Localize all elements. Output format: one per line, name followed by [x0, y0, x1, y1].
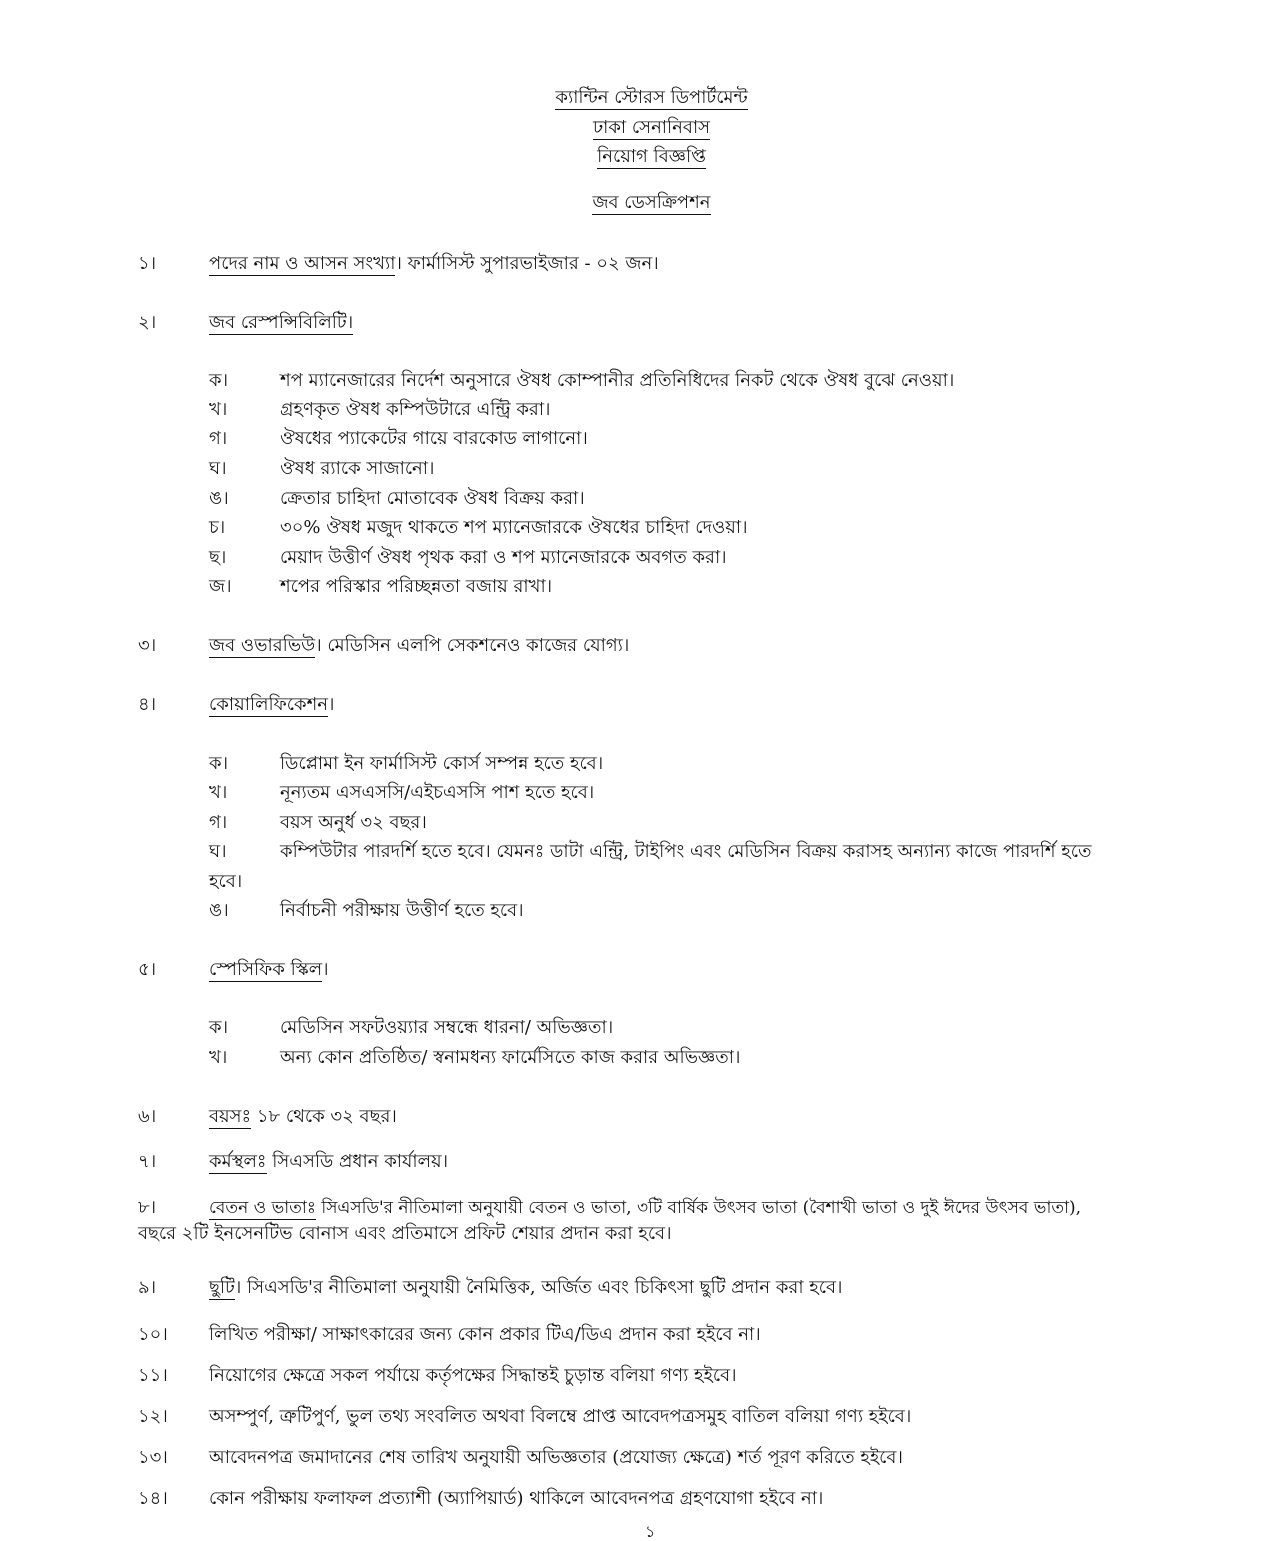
- list-item-label: খ।: [209, 782, 228, 803]
- section-heading: জব ওভারভিউ: [209, 635, 316, 656]
- list-item: নির্বাচনী পরীক্ষায় উত্তীর্ণ হতে হবে।: [280, 900, 524, 921]
- section-text: ঃ সিএসডি'র নীতিমালা অনুযায়ী বেতন ও ভাতা, ৩টি বার্ষিক উৎসব ভাতা (বৈশাখী ভাতা ও দুই ঈদের উৎসব ভাতা),: [315, 1198, 1082, 1218]
- section-heading: বয়স: [209, 1106, 252, 1127]
- section-heading: জব রেস্পন্সিবিলিটি।: [209, 312, 354, 333]
- section-number: ১০।: [138, 1324, 168, 1345]
- section-text: আবেদনপত্র জমাদানের শেষ তারিখ অনুযায়ী অভিজ্ঞতার (প্রযোজ্য ক্ষেত্রে) শর্ত পূরণ করিতে হইবে।: [209, 1447, 903, 1468]
- list-item: মেডিসিন সফটওয়্যার সম্বন্ধে ধারনা/ অভিজ্ঞতা।: [280, 1017, 614, 1038]
- list-item: ডিপ্লোমা ইন ফার্মাসিস্ট কোর্স সম্পন্ন হতে হবে।: [280, 753, 604, 774]
- section-6-line: [209, 1105, 397, 1129]
- section-9-line: [209, 1276, 842, 1300]
- list-item-label: ঙ।: [209, 900, 229, 921]
- section-heading: বেতন ও ভাতা: [209, 1198, 316, 1218]
- section-heading: স্পেসিফিক স্কিল: [209, 959, 323, 980]
- list-item: অন্য কোন প্রতিষ্ঠিত/ স্বনামধন্য ফার্মেসিতে কাজ করার অভিজ্ঞতা।: [280, 1047, 741, 1068]
- section-1-line: [209, 252, 659, 276]
- section-number: ২।: [138, 312, 157, 333]
- list-item: বয়স অনুর্ধ ৩২ বছর।: [280, 812, 427, 833]
- list-item: ৩০% ঔষধ মজুদ থাকতে শপ ম্যানেজারকে ঔষধের চাহিদা দেওয়া।: [280, 517, 748, 538]
- heading-suffix: ।: [328, 694, 335, 715]
- section-heading: কোয়ালিফিকেশন: [209, 694, 329, 715]
- org-name: ক্যান্টিন স্টোরস ডিপার্টমেন্ট: [555, 87, 748, 108]
- page-number: ১: [645, 1522, 656, 1541]
- list-item: গ্রহণকৃত ঔষধ কম্পিউটারে এন্ট্রি করা।: [280, 399, 551, 420]
- location: ঢাকা সেনানিবাস: [592, 117, 711, 138]
- section-text: নিয়োগের ক্ষেত্রে সকল পর্যায়ে কর্তৃপক্ষের সিদ্ধান্তই চুড়ান্ত বলিয়া গণ্য হইবে।: [209, 1365, 737, 1386]
- section-number: ৫।: [138, 959, 157, 980]
- list-item-continuation: হবে।: [209, 871, 243, 892]
- section-text: ঃ সিএসডি প্রধান কার্যালয়।: [266, 1151, 449, 1172]
- list-item-label: ঙ।: [209, 488, 229, 509]
- section-number: ৬।: [138, 1106, 157, 1127]
- list-item: কম্পিউটার পারদর্শি হতে হবে। যেমনঃ ডাটা এন্ট্রি, টাইপিং এবং মেডিসিন বিক্রয় করাসহ অন্যান্য কাজে পারদর্শি হতে: [280, 841, 1092, 862]
- section-number: ৭।: [138, 1151, 157, 1172]
- section-text: । মেডিসিন এলপি সেকশনেও কাজের যোগ্য।: [315, 635, 630, 656]
- section-3-line: [209, 634, 629, 658]
- section-8-line: [209, 1196, 1081, 1220]
- section-number: ১৩।: [138, 1447, 168, 1468]
- list-item-label: জ।: [209, 576, 232, 597]
- section-number: ৯।: [138, 1277, 157, 1298]
- section-text: কোন পরীক্ষায় ফলাফল প্রত্যাশী (অ্যাপিয়ার্ড) থাকিলে আবেদনপত্র গ্রহণযোগা হইবে না।: [209, 1488, 824, 1509]
- section-number: ৮।: [138, 1197, 157, 1218]
- list-item-label: ঘ।: [209, 458, 227, 479]
- section-text: অসম্পুর্ণ, ত্রুটিপুর্ণ, ভুল তথ্য সংবলিত অথবা বিলম্বে প্রাপ্ত আবেদপত্রসমুহ বাতিল বলিয়া গণ্য হইবে।: [209, 1406, 912, 1427]
- list-item-label: ঘ।: [209, 841, 227, 862]
- section-number: ১১।: [138, 1365, 168, 1386]
- list-item-label: ক।: [209, 753, 229, 774]
- list-item-label: ছ।: [209, 547, 227, 568]
- list-item-label: ক।: [209, 1017, 229, 1038]
- list-item-label: খ।: [209, 1047, 228, 1068]
- section-heading: ছুটি: [209, 1277, 235, 1298]
- list-item: শপের পরিস্কার পরিচ্ছন্নতা বজায় রাখা।: [280, 576, 553, 597]
- section-heading: কর্মস্থল: [209, 1151, 267, 1172]
- section-number: ৪।: [138, 694, 157, 715]
- list-item: মেয়াদ উত্তীর্ণ ঔষধ পৃথক করা ও শপ ম্যানেজারকে অবগত করা।: [280, 547, 727, 568]
- section-7-line: [209, 1150, 448, 1174]
- list-item-label: ক।: [209, 370, 229, 391]
- list-item-label: গ।: [209, 812, 228, 833]
- section-text: । সিএসডি'র নীতিমালা অনুযায়ী নৈমিত্তিক, অর্জিত এবং চিকিৎসা ছুটি প্রদান করা হবে।: [234, 1277, 843, 1298]
- section-4-line: [209, 693, 334, 717]
- list-item: ঔষধ র‍্যাকে সাজানো।: [280, 458, 435, 479]
- section-number: ১২।: [138, 1406, 168, 1427]
- list-item: নূন্যতম এসএসসি/এইচএসসি পাশ হতে হবে।: [280, 782, 595, 803]
- list-item: শপ ম্যানেজারের নির্দেশ অনুসারে ঔষধ কোম্পানীর প্রতিনিধিদের নিকট থেকে ঔষধ বুঝে নেওয়া।: [280, 370, 955, 391]
- list-item: ঔষধের প্যাকেটের গায়ে বারকোড লাগানো।: [280, 428, 588, 449]
- section-number: ১৪।: [138, 1488, 168, 1509]
- section-5-line: [209, 958, 329, 982]
- section-text: লিখিত পরীক্ষা/ সাক্ষাৎকারের জন্য কোন প্রকার টিএ/ডিএ প্রদান করা হইবে না।: [209, 1324, 761, 1345]
- section-number: ৩।: [138, 635, 157, 656]
- list-item-label: চ।: [209, 517, 226, 538]
- list-item-label: গ।: [209, 428, 228, 449]
- section-heading: পদের নাম ও আসন সংখ্যা: [209, 253, 396, 274]
- list-item-label: খ।: [209, 399, 228, 420]
- notice-title: নিয়োগ বিজ্ঞপ্তি: [597, 146, 706, 167]
- section-text: । ফার্মাসিস্ট সুপারভাইজার - ০২ জন।: [395, 253, 659, 274]
- section-continuation: বছরে ২টি ইনসেনটিভ বোনাস এবং প্রতিমাসে প্রফিট শেয়ার প্রদান করা হবে।: [138, 1223, 672, 1244]
- list-item: ক্রেতার চাহিদা মোতাবেক ঔষধ বিক্রয় করা।: [280, 488, 585, 509]
- section-text: ঃ ১৮ থেকে ৩২ বছর।: [251, 1106, 397, 1127]
- section-number: ১।: [138, 253, 157, 274]
- heading-suffix: ।: [322, 959, 329, 980]
- job-description-title: জব ডেসক্রিপশন: [592, 192, 711, 213]
